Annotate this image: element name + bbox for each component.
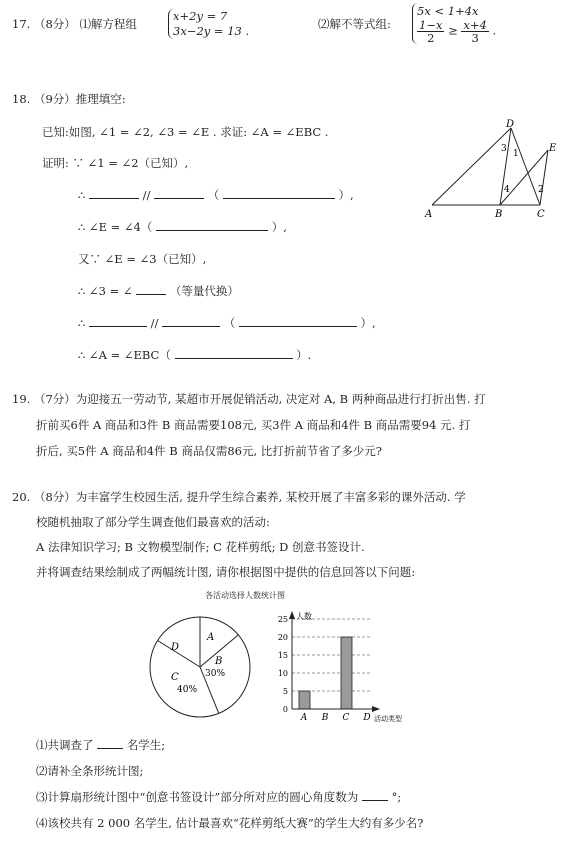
bar-chart (262, 605, 442, 725)
q18-blank-line6-b[interactable] (162, 315, 220, 327)
q18-line4: 又∵ ∠E = ∠3（已知）, (78, 252, 207, 266)
bar-c (341, 637, 352, 709)
q20-sub3 (36, 789, 401, 805)
seg-ad (432, 128, 511, 205)
bar-ytick-0: 0 (282, 705, 288, 714)
bar-y-axis-arrow (289, 611, 295, 619)
q18-number: 18. (12, 92, 31, 106)
q17-brace-1 (168, 9, 242, 39)
q18-line6-open: （ (223, 316, 236, 330)
q19-line1 (12, 391, 486, 407)
q17-score: （8分） (33, 17, 76, 31)
q18-blank-line3-reason[interactable] (156, 219, 268, 231)
q17-frac-right-num: x+4 (463, 18, 487, 32)
q17-frac-right-den: 3 (471, 31, 479, 45)
q17-brace-2 (412, 3, 489, 44)
q17-frac-left-den: 2 (427, 31, 435, 45)
q20-line1-text: （8分）为丰富学生校园生活, 提升学生综合素养, 某校开展了丰富多彩的课外活动. 学 (33, 490, 466, 504)
q18-header (12, 91, 126, 107)
q20-sub1-blank[interactable] (97, 737, 123, 749)
q18-blank-line2-reason[interactable] (223, 187, 335, 199)
bar-a (299, 691, 310, 709)
seg-dc (511, 128, 540, 205)
q18-blank-line6-a[interactable] (89, 315, 147, 327)
bar-ytick-5: 5 (282, 687, 288, 696)
q19-line1-text: （7分）为迎接五一劳动节, 某超市开展促销活动, 决定对 A, B 两种商品进行打折出售. 打 (33, 392, 486, 406)
q18-line7-text: ∴ ∠A = ∠EBC（ (78, 348, 171, 362)
q20-sub1-tail: 名学生; (126, 738, 166, 752)
q20-sub1-text: ⑴共调查了 (36, 738, 94, 752)
pie-slice-label-a: A (207, 632, 215, 643)
bar-ytick-15: 15 (277, 651, 288, 660)
q18-line3 (78, 219, 287, 235)
q18-geometry-figure (420, 118, 570, 228)
q18-line2-close: ）, (338, 188, 354, 202)
pie-slice-label-b: B (215, 656, 223, 667)
q20-line2: 校随机抽取了部分学生调查他们最喜欢的活动: (36, 515, 270, 529)
q17-trail1: . (245, 24, 250, 38)
point-a: A (425, 209, 433, 220)
q18-line6-prefix: ∴ (78, 316, 86, 330)
q19-line3: 折后, 买5件 A 商品和4件 B 商品仅需86元, 比打折前节省了多少元? (36, 444, 382, 458)
q20-sub3-text: ⑶计算扇形统计图中“创意书签设计”部分所对应的圆心角度数为 (36, 790, 359, 804)
pie-slice-percent-c: 40% (177, 685, 198, 695)
q18-given: 已知:如图, ∠1 = ∠2, ∠3 = ∠E . 求证: ∠A = ∠EBC . (42, 125, 329, 139)
q18-line3-close: ）, (271, 220, 287, 234)
q18-line5-tail: （等量代换） (169, 284, 239, 298)
q18-line6 (78, 315, 376, 331)
q18-blank-line7-reason[interactable] (175, 347, 293, 359)
q18-line2-parallel: // (142, 188, 151, 202)
q18-score: （9分）推理填空: (33, 92, 126, 106)
q20-sub3-blank[interactable] (362, 789, 388, 801)
bar-ytick-20: 20 (277, 633, 288, 642)
q20-line4: 并将调查结果绘制成了两幅统计图, 请你根据图中提供的信息回答以下问题: (36, 565, 416, 579)
q17-header (12, 16, 137, 32)
q18-line7 (78, 347, 311, 363)
angle-1-label: 1 (513, 149, 519, 159)
q18-line2 (78, 187, 354, 203)
q20-sub4: ⑷该校共有 2 000 名学生, 估计最喜欢“花样剪纸大赛”的学生大约有多少名? (36, 816, 424, 830)
bar-x-label: 活动类型 (374, 715, 402, 723)
point-d: D (506, 119, 515, 130)
q18-line6-close: ）, (360, 316, 376, 330)
q17-part2-label: ⑵解不等式组: (318, 17, 391, 31)
q20-sub1 (36, 737, 165, 753)
q20-sub3-tail: °; (391, 790, 402, 804)
q18-proof-start: 证明: ∵ ∠1 = ∠2（已知）, (42, 156, 189, 170)
angle-4-label: 4 (504, 185, 510, 195)
bar-y-label: 人数 (296, 612, 312, 621)
q18-blank-line6-reason[interactable] (239, 315, 357, 327)
bar-ytick-10: 10 (277, 669, 288, 678)
angle-2-label: 2 (538, 185, 544, 195)
q19-line2: 折前买6件 A 商品和3件 B 商品需要108元, 买3件 A 商品和4件 B 商品需要94 元. 打 (36, 418, 471, 432)
q17-trail2: . (492, 23, 497, 38)
bar-x-axis-arrow (372, 706, 380, 712)
q17-ineq2-rel: ≥ (448, 23, 458, 38)
pie-slice-label-c: C (171, 672, 179, 683)
q18-line5 (78, 283, 239, 299)
bar-xtick-a: A (300, 713, 308, 723)
q17-frac-left-num: 1−x (419, 18, 443, 32)
bar-xtick-d: D (363, 713, 371, 723)
pie-slice-label-d: D (171, 642, 180, 653)
q18-line6-parallel: // (150, 316, 159, 330)
point-e: E (549, 143, 557, 154)
q18-line7-close: ）. (296, 348, 312, 362)
pie-chart (145, 612, 255, 722)
q17-equation-system (168, 9, 249, 39)
angle-3-label: 3 (501, 144, 507, 154)
q17-eq1: x+2y = 7 (173, 9, 228, 23)
q17-part1-label: ⑴解方程组 (79, 17, 137, 31)
q20-line3: A 法律知识学习; B 文物模型制作; C 花样剪纸; D 创意书签设计. (36, 540, 365, 554)
q17-ineq1: 5x < 1+4x (417, 4, 479, 18)
q18-line3-text: ∴ ∠E = ∠4（ (78, 220, 153, 234)
q18-blank-line2-b[interactable] (154, 187, 204, 199)
q20-line1 (12, 489, 466, 505)
point-c: C (537, 209, 545, 220)
point-b: B (495, 209, 503, 220)
q18-blank-line5[interactable] (136, 283, 166, 295)
q18-blank-line2-a[interactable] (89, 187, 139, 199)
q17-number: 17. (12, 17, 31, 31)
q18-line2-open: （ (207, 188, 220, 202)
q18-line5-text: ∴ ∠3 = ∠ (78, 284, 133, 298)
q19-number: 19. (12, 392, 31, 406)
pie-slice-percent-b: 30% (205, 669, 226, 679)
q17-frac-right (461, 19, 488, 44)
bar-ytick-25: 25 (277, 615, 288, 624)
q17-frac-left (417, 19, 444, 44)
bar-xtick-b: B (321, 713, 329, 723)
q20-sub2: ⑵请补全条形统计图; (36, 764, 144, 778)
q17-eq2: 3x−2y = 13 (173, 24, 242, 38)
q18-line2-prefix: ∴ (78, 188, 86, 202)
q20-number: 20. (12, 490, 31, 504)
chart-title: 各活动选择人数统计图 (205, 591, 285, 600)
q17-inequality-system (412, 3, 496, 44)
bar-xtick-c: C (342, 713, 350, 723)
